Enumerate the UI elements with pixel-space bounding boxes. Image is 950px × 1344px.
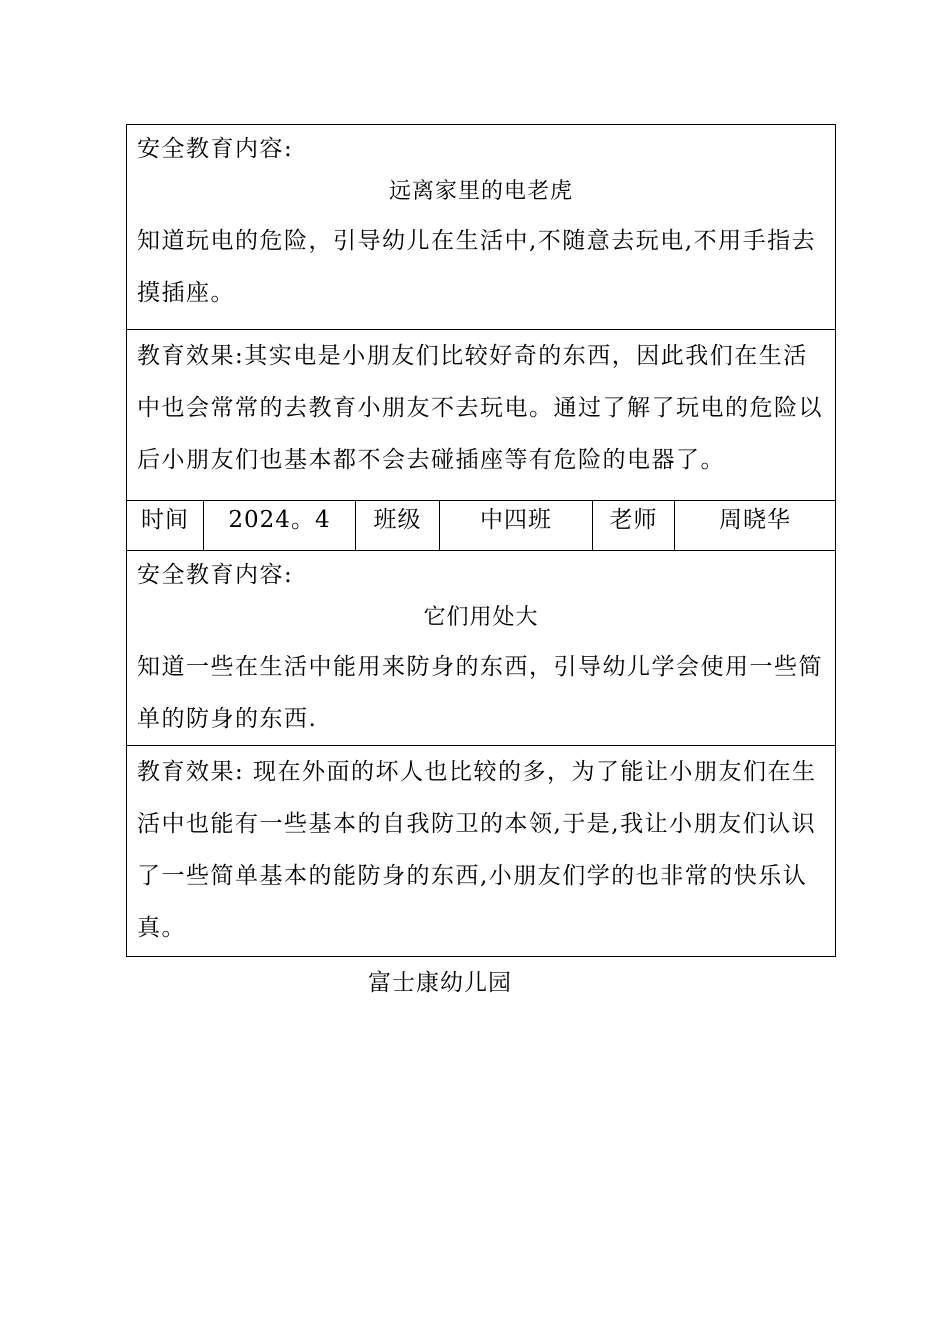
teacher-value: 周晓华 — [675, 501, 836, 551]
section2-title: 它们用处大 — [423, 605, 539, 630]
safety-education-table — [126, 124, 836, 957]
section2-content-cell — [127, 551, 836, 746]
section1-content-cell — [127, 125, 836, 330]
info-row — [127, 501, 836, 551]
section2-effect-cell — [127, 746, 836, 957]
teacher-label: 老师 — [593, 501, 675, 551]
section2-effect-row — [127, 746, 836, 957]
time-label: 时间 — [127, 501, 204, 551]
section2-effect: 教育效果: 现在外面的坏人也比较的多，为了能让小朋友们在生活中也能有一些基本的自我防卫的本领,于是,我让小朋友们认识了一些简单基本的能防身的东西,小朋友们学的也非常的快乐认真。 — [137, 759, 817, 941]
section1-title: 远离家里的电老虎 — [389, 179, 574, 204]
section2-content-row — [127, 551, 836, 746]
section2-heading: 安全教育内容: — [137, 562, 294, 588]
section1-effect: 教育效果:其实电是小朋友们比较好奇的东西，因此我们在生活中也会常常的去教育小朋友不去玩电。通过了解了玩电的危险以后小朋友们也基本都不会去碰插座等有危险的电器了。 — [137, 343, 823, 473]
section1-description: 知道玩电的危险，引导幼儿在生活中,不随意去玩电,不用手指去摸插座。 — [137, 228, 817, 306]
school-name: 富士康幼儿园 — [368, 970, 512, 996]
section1-content-row — [127, 125, 836, 330]
section2-description: 知道一些在生活中能用来防身的东西，引导幼儿学会使用一些简单的防身的东西. — [137, 654, 823, 732]
section1-heading: 安全教育内容: — [137, 136, 294, 162]
class-label: 班级 — [356, 501, 440, 551]
section1-effect-cell — [127, 330, 836, 501]
class-value: 中四班 — [440, 501, 593, 551]
section1-effect-row — [127, 330, 836, 501]
time-value: 2024。4 — [204, 501, 356, 551]
